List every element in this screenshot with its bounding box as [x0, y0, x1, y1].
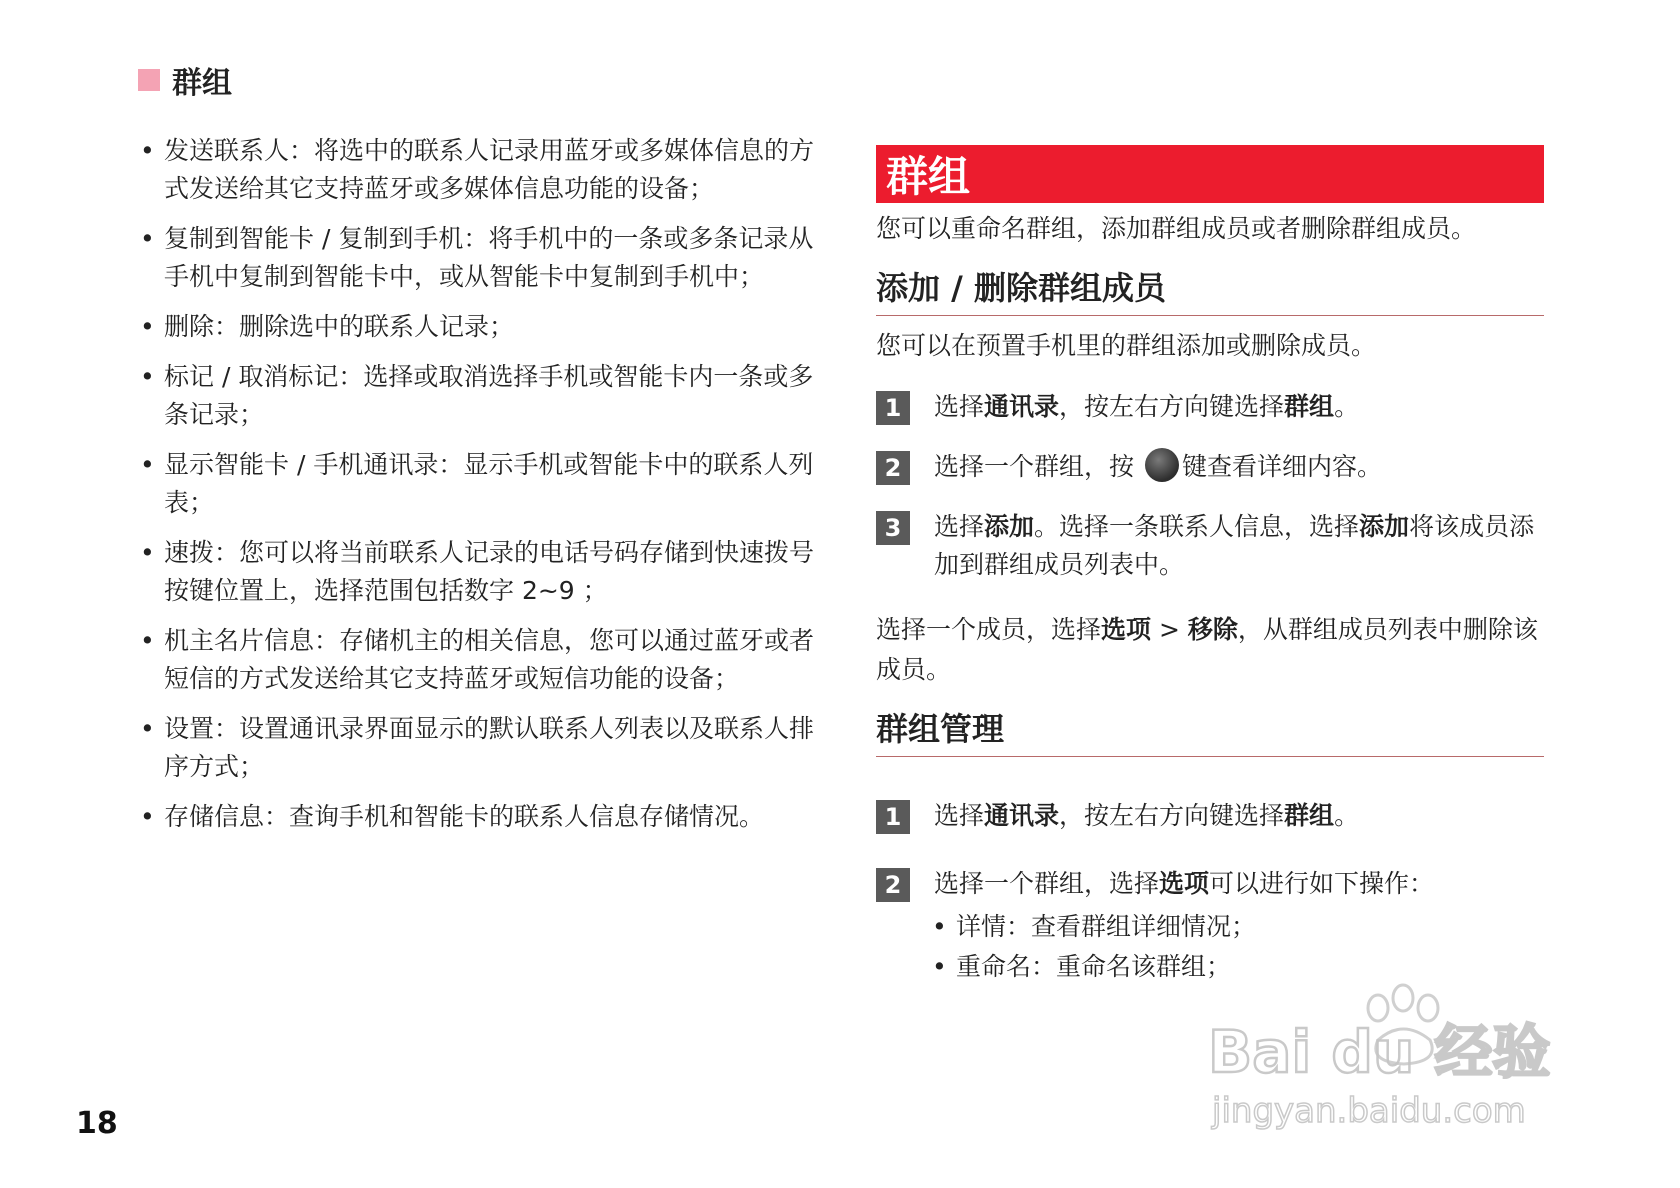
list-item: • 标记 / 取消标记：选择或取消选择手机或智能卡内一条或多条记录； — [138, 358, 818, 434]
add-delete-heading: 添加 / 删除群组成员 — [876, 263, 1544, 316]
watermark-url: jingyan.baidu.com — [1212, 1091, 1526, 1130]
step-text: 。选择一条联系人信息，选择 — [1034, 512, 1360, 541]
list-item: • 机主名片信息：存储机主的相关信息，您可以通过蓝牙或者短信的方式发送给其它支持蓝牙或短信功能的设备； — [138, 622, 818, 698]
step-number-badge: 2 — [876, 868, 910, 902]
manage-step-1 — [876, 797, 1544, 835]
step-text: 选择一个群组，选择 — [934, 869, 1160, 898]
menu-term: 通讯录 — [984, 801, 1060, 830]
list-item: • 存储信息：查询手机和智能卡的联系人信息存储情况。 — [138, 798, 818, 836]
section-intro: 您可以重命名群组，添加群组成员或者删除群组成员。 — [876, 214, 1477, 243]
step-text: 。 — [1334, 801, 1360, 830]
step-text: 选择 — [934, 392, 985, 421]
section-banner — [876, 145, 1544, 203]
list-item: • 删除：删除选中的联系人记录； — [138, 308, 818, 346]
step-number-badge: 3 — [876, 511, 910, 545]
step-text: 。 — [1334, 392, 1360, 421]
menu-term: 选项 — [1101, 615, 1152, 644]
ok-key-icon — [1145, 448, 1179, 482]
step-text: 可以进行如下操作： — [1209, 869, 1435, 898]
step-text: 键查看详细内容。 — [1181, 452, 1382, 481]
paragraph-text: 选择一个成员，选择 — [876, 615, 1102, 644]
list-item: • 发送联系人：将选中的联系人记录用蓝牙或多媒体信息的方式发送给其它支持蓝牙或多媒体信息功能的设备； — [138, 132, 818, 208]
step-text: 选择一个群组，按 — [934, 452, 1142, 481]
paragraph-text: ，从群组成员列表中删除该成员。 — [876, 615, 1538, 684]
manage-heading: 群组管理 — [876, 704, 1544, 757]
baidu-jingyan-watermark — [1208, 980, 1608, 1130]
list-item: • 显示智能卡 / 手机通讯录：显示手机或智能卡中的联系人列表； — [138, 446, 818, 522]
menu-term: 群组 — [1284, 392, 1335, 421]
sub-list-item: • 重命名：重命名该群组； — [876, 947, 1544, 987]
step-number-badge: 1 — [876, 800, 910, 834]
watermark-brand: Bai du 经验 — [1208, 1018, 1551, 1086]
step-number-badge: 1 — [876, 391, 910, 425]
menu-term: 选项 — [1159, 869, 1210, 898]
page-header-title: 群组 — [172, 66, 232, 101]
list-item: • 速拨：您可以将当前联系人记录的电话号码存储到快速拨号按键位置上，选择范围包括数字 2~9 ； — [138, 534, 818, 610]
section-banner-title: 群组 — [886, 152, 971, 201]
step-text: 选择 — [934, 801, 985, 830]
right-column — [876, 145, 1544, 987]
list-item: • 设置：设置通讯录界面显示的默认联系人列表以及联系人排序方式； — [138, 710, 818, 786]
menu-term: 添加 — [1359, 512, 1410, 541]
step-3 — [876, 508, 1544, 584]
page-number: 18 — [76, 1106, 118, 1141]
list-item: • 复制到智能卡 / 复制到手机：将手机中的一条或多条记录从手机中复制到智能卡中，或从智能卡中复制到手机中； — [138, 220, 818, 296]
menu-term: 群组 — [1284, 801, 1335, 830]
step-text: 选择 — [934, 512, 985, 541]
step-2 — [876, 448, 1544, 486]
menu-term: 移除 — [1187, 615, 1238, 644]
step-number-badge: 2 — [876, 451, 910, 485]
step-text: 将该成员添加到群组成员列表中。 — [934, 512, 1535, 579]
manage-step-2 — [876, 865, 1544, 903]
step-1 — [876, 388, 1544, 426]
menu-term: 添加 — [984, 512, 1035, 541]
remove-member-paragraph — [876, 610, 1544, 690]
header-marker-square — [138, 69, 160, 91]
page-header — [138, 58, 232, 102]
menu-term: 通讯录 — [984, 392, 1060, 421]
left-column — [138, 132, 818, 848]
add-delete-intro: 您可以在预置手机里的群组添加或删除成员。 — [876, 331, 1377, 360]
step-text: ，按左右方向键选择 — [1059, 392, 1285, 421]
step-text: ，按左右方向键选择 — [1059, 801, 1285, 830]
sub-list-item: • 详情：查看群组详细情况； — [876, 907, 1544, 947]
paragraph-text: > — [1151, 615, 1188, 644]
